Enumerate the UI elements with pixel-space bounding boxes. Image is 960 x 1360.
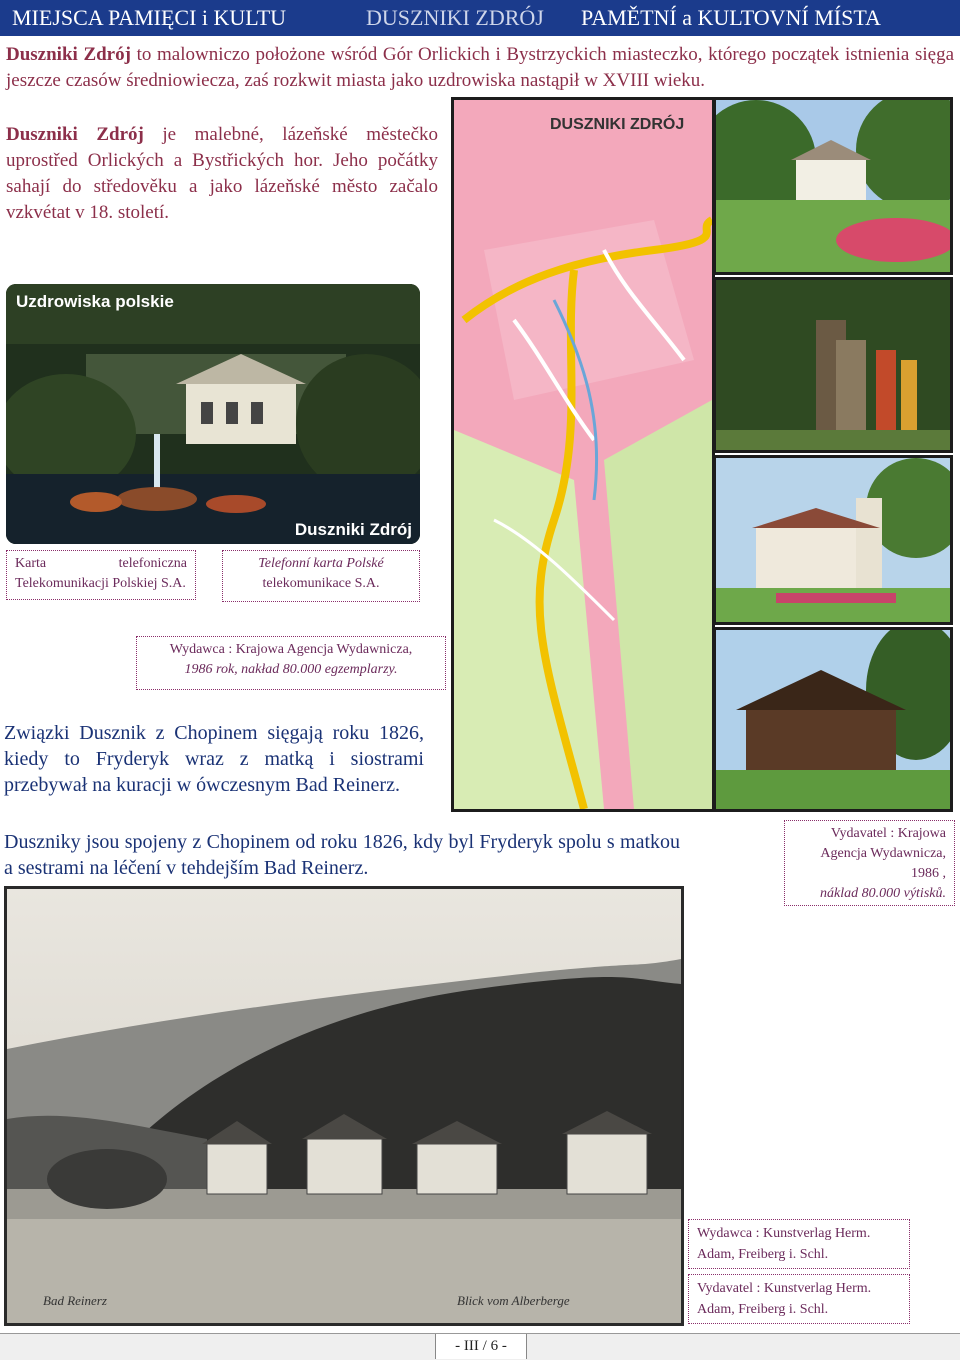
phonecard-bottom-label: Duszniki Zdrój bbox=[294, 520, 412, 539]
intro-pl-bold: Duszniki Zdrój bbox=[6, 44, 131, 65]
page-header bbox=[0, 0, 960, 36]
map-illustration bbox=[454, 100, 712, 809]
caption-publisher-pl-2: Wydawca : Kunstverlag Herm. Adam, Freiberg i. Schl. bbox=[688, 1219, 910, 1269]
postcard-inscription-right: Blick vom Alberberge bbox=[457, 1293, 570, 1308]
caption-publisher-cz-1 bbox=[784, 820, 955, 906]
map-title: DUSZNIKI ZDRÓJ bbox=[550, 116, 685, 133]
photo-monument bbox=[713, 277, 953, 453]
caption-phonecard-cz-line2: telekomunikace S.A. bbox=[262, 576, 380, 591]
photo-chalet bbox=[713, 627, 953, 812]
old-postcard-image bbox=[4, 886, 684, 1326]
publisher-cz-1-line3: 1986 , bbox=[911, 866, 946, 881]
phonecard-illustration bbox=[6, 284, 420, 544]
intro-pl bbox=[6, 42, 954, 94]
photo-spa-park bbox=[713, 97, 953, 275]
publisher-cz-1-line2: Agencja Wydawnicza, bbox=[820, 846, 946, 861]
header-town: DUSZNIKI ZDRÓJ bbox=[366, 5, 544, 30]
photo-spa-park-illustration bbox=[716, 100, 950, 272]
chopin-pl: Związki Dusznik z Chopinem sięgają roku 1826, kiedy to Fryderyk wraz z matką i siostrami przebywał na kuracji w ówczesnym Bad Reinerz. bbox=[4, 722, 424, 796]
caption-phonecard-pl: Karta telefoniczna Telekomunikacji Polskiej S.A. bbox=[6, 550, 196, 600]
intro-cz bbox=[6, 122, 438, 226]
postcard-inscription-left: Bad Reinerz bbox=[43, 1293, 107, 1308]
intro-cz-text: je malebné, lázeňské městečko uprostřed Orlických a Bystřických hor. Jeho počátky sahají do středověku a jako lázeňské město začalo vzkvétat v 18. století. bbox=[6, 124, 438, 223]
intro-cz-bold: Duszniki Zdrój bbox=[6, 124, 144, 145]
phonecard-top-label: Uzdrowiska polskie bbox=[16, 292, 174, 311]
publisher-cz-1-line4: náklad 80.000 výtisků. bbox=[820, 886, 946, 901]
publisher-pl-1-line2: 1986 rok, nakład 80.000 egzemplarzy. bbox=[184, 662, 398, 677]
caption-phonecard-cz-line1: Telefonní karta Polské bbox=[258, 556, 384, 571]
publisher-cz-1-line1: Vydavatel : Krajowa bbox=[830, 826, 946, 841]
page-number: - III / 6 - bbox=[435, 1334, 527, 1359]
chopin-cz: Duszniky jsou spojeny z Chopinem od roku 1826, kdy byl Fryderyk spolu s matkou a sestrami na léčení v tehdejším Bad Reinerz. bbox=[4, 831, 680, 879]
photo-sanatorium-illustration bbox=[716, 458, 950, 622]
publisher-pl-1-line1: Wydawca : Krajowa Agencja Wydawnicza, bbox=[169, 642, 413, 657]
map-image bbox=[451, 97, 715, 812]
caption-publisher-cz-2: Vydavatel : Kunstverlag Herm. Adam, Freiberg i. Schl. bbox=[688, 1274, 910, 1324]
header-title-cz: PAMĚTNÍ a KULTOVNÍ MÍSTA bbox=[581, 5, 881, 30]
intro-pl-text: to malowniczo położone wśród Gór Orlickich i Bystrzyckich miasteczko, którego początek istnienia sięga jeszcze czasów średniowiecza, zaś rozkwit miasta jako uzdrowiska nastąpił w XVIII wieku. bbox=[6, 44, 954, 91]
photo-sanatorium bbox=[713, 455, 953, 625]
photo-chalet-illustration bbox=[716, 630, 950, 809]
caption-publisher-pl-1 bbox=[136, 636, 446, 690]
caption-phonecard-cz bbox=[222, 550, 420, 602]
photo-monument-illustration bbox=[716, 280, 950, 450]
header-title-pl: MIEJSCA PAMIĘCI i KULTU bbox=[12, 5, 287, 30]
old-postcard-illustration bbox=[7, 889, 681, 1323]
phonecard-image bbox=[6, 284, 420, 544]
